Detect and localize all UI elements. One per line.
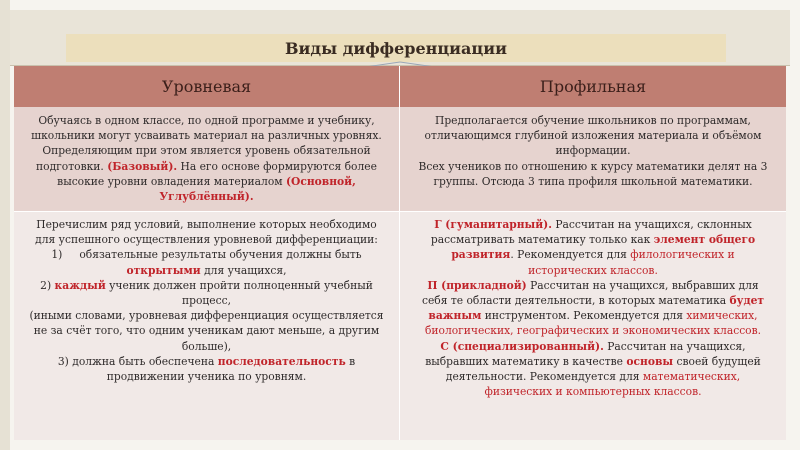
condition-3-red: последовательность (217, 354, 346, 368)
levels-desc-text-2: На его основе формируются более высокие уровни овладения материалом (57, 159, 377, 188)
condition-2-note: (иными словами, уровневая дифференциация осуществляется не за счёт того, что одним ученикам дают меньше, а другим больше), (29, 309, 384, 353)
conditions-intro: Перечислим ряд условий, выполнение которых необходимо для успешного осуществления уровневой дифференциации: (35, 218, 378, 247)
profile-type-p (414, 278, 772, 339)
column-divider (399, 66, 400, 440)
profile-type-s (414, 339, 772, 400)
profile-p-text: Рассчитан на учащихся, выбравших для себя те области деятельности, в которых математика (421, 278, 759, 308)
condition-2 (28, 278, 385, 308)
levels-desc-text-1: Обучаясь в одном классе, по одной программе и учебнику, школьники могут усваивать материал на различных уровнях. Определяющим при этом является уровень обязательной подготовки. (31, 114, 382, 173)
row-divider (14, 211, 786, 212)
condition-2-red: каждый (54, 278, 106, 292)
condition-1 (28, 247, 385, 277)
condition-3-start: 3) должна быть обеспечена (57, 354, 218, 368)
header-profile: Профильная (400, 66, 786, 107)
condition-3-text: в продвижении ученика по уровням. (106, 354, 356, 384)
profile-g-text2: . Рекомендуется для (510, 248, 631, 262)
slide-left-shadow (0, 0, 10, 450)
cell-profile-types (400, 212, 786, 440)
profile-s-label: С (специализированный). (440, 339, 604, 353)
profile-s-red: основы (626, 354, 674, 368)
condition-3 (28, 354, 385, 384)
profile-g-red2: филологических и исторических классов. (528, 248, 735, 277)
profile-s-text: Рассчитан на учащихся, выбравших математику в качестве (425, 339, 746, 368)
profile-g-red: элемент общего развития (451, 233, 756, 262)
cell-profile-description (400, 107, 786, 211)
profile-g-text: Рассчитан на учащихся, склонных рассматривать математику только как (430, 218, 752, 247)
profile-desc-p2: Всех учеников по отношению к курсу математики делят на 3 группы. Отсюда 3 типа профиля школьной математики. (418, 159, 768, 188)
cell-levels-description (14, 107, 399, 211)
profile-p-label: П (прикладной) (427, 278, 527, 292)
condition-1-number: 1) (51, 248, 63, 262)
profile-desc-p1: Предполагается обучение школьников по программам, отличающимся глубиной изложения материала и объёмом информации. (424, 114, 762, 158)
profile-p-text2: инструментом. Рекомендуется для (481, 309, 687, 323)
profile-type-g (414, 217, 772, 278)
levels-advanced-term: (Основной, Углублённый). (159, 174, 356, 204)
profile-s-red2: математических, физических и компьютерных классов. (484, 370, 741, 399)
condition-2-text: ученик должен пройти полноценный учебный процесс, (105, 278, 373, 308)
profile-g-label: Г (гуманитарный). (434, 218, 552, 231)
condition-1-end: для учащихся, (200, 263, 287, 277)
slide-title: Виды дифференциации (66, 34, 726, 62)
profile-s-text2: своей будущей деятельности. Рекомендуется для (445, 354, 761, 384)
header-levels: Уровневая (14, 66, 399, 107)
cell-levels-conditions (14, 212, 399, 440)
condition-1-text: обязательные результаты обучения должны быть (79, 248, 362, 262)
condition-1-red: открытыми (126, 263, 201, 277)
profile-p-red: будет важным (428, 294, 765, 323)
condition-2-start: 2) (40, 278, 55, 292)
profile-p-red2: химических, биологических, географических и экономических классов. (424, 309, 762, 338)
levels-base-term: (Базовый). (107, 159, 178, 173)
